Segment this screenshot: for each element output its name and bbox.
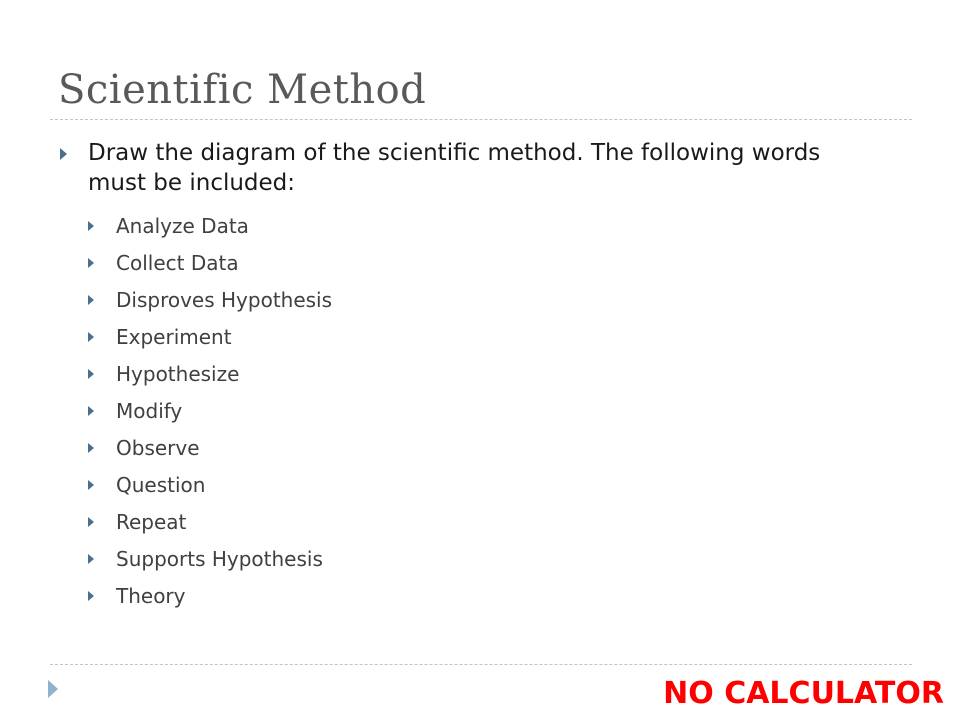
list-item (86, 503, 332, 540)
footer-divider (50, 664, 912, 665)
list-item (86, 392, 332, 429)
bullet-arrow-icon (88, 591, 94, 601)
word-label: Question (116, 472, 206, 497)
word-label: Hypothesize (116, 361, 240, 386)
bullet-arrow-icon (88, 369, 94, 379)
list-item (86, 207, 332, 244)
list-item (86, 429, 332, 466)
list-item (86, 466, 332, 503)
bullet-arrow-icon (88, 443, 94, 453)
list-item (86, 577, 332, 614)
word-label: Supports Hypothesis (116, 546, 323, 571)
main-bullet (58, 138, 848, 198)
main-bullet-text: Draw the diagram of the scientific method. The following words must be included: (88, 140, 821, 196)
list-item (86, 281, 332, 318)
bullet-arrow-icon (88, 406, 94, 416)
list-item (86, 318, 332, 355)
bullet-arrow-icon (88, 221, 94, 231)
bullet-arrow-icon (88, 258, 94, 268)
title-divider (50, 119, 912, 120)
bullet-arrow-icon (88, 295, 94, 305)
slide-title: Scientific Method (58, 67, 427, 113)
list-item (86, 540, 332, 577)
word-label: Modify (116, 398, 183, 423)
list-item (86, 244, 332, 281)
bullet-arrow-icon (60, 148, 67, 160)
bullet-arrow-icon (88, 554, 94, 564)
word-label: Experiment (116, 324, 232, 349)
word-label: Collect Data (116, 250, 239, 275)
word-label: Analyze Data (116, 213, 249, 238)
no-calculator-badge: NO CALCULATOR (663, 676, 944, 711)
word-label: Observe (116, 435, 200, 460)
word-label: Repeat (116, 509, 187, 534)
word-list (86, 207, 332, 614)
word-label: Theory (116, 583, 186, 608)
word-label: Disproves Hypothesis (116, 287, 333, 312)
bullet-arrow-icon (88, 480, 94, 490)
corner-arrow-icon (48, 680, 58, 698)
bullet-arrow-icon (88, 517, 94, 527)
list-item (86, 355, 332, 392)
bullet-arrow-icon (88, 332, 94, 342)
